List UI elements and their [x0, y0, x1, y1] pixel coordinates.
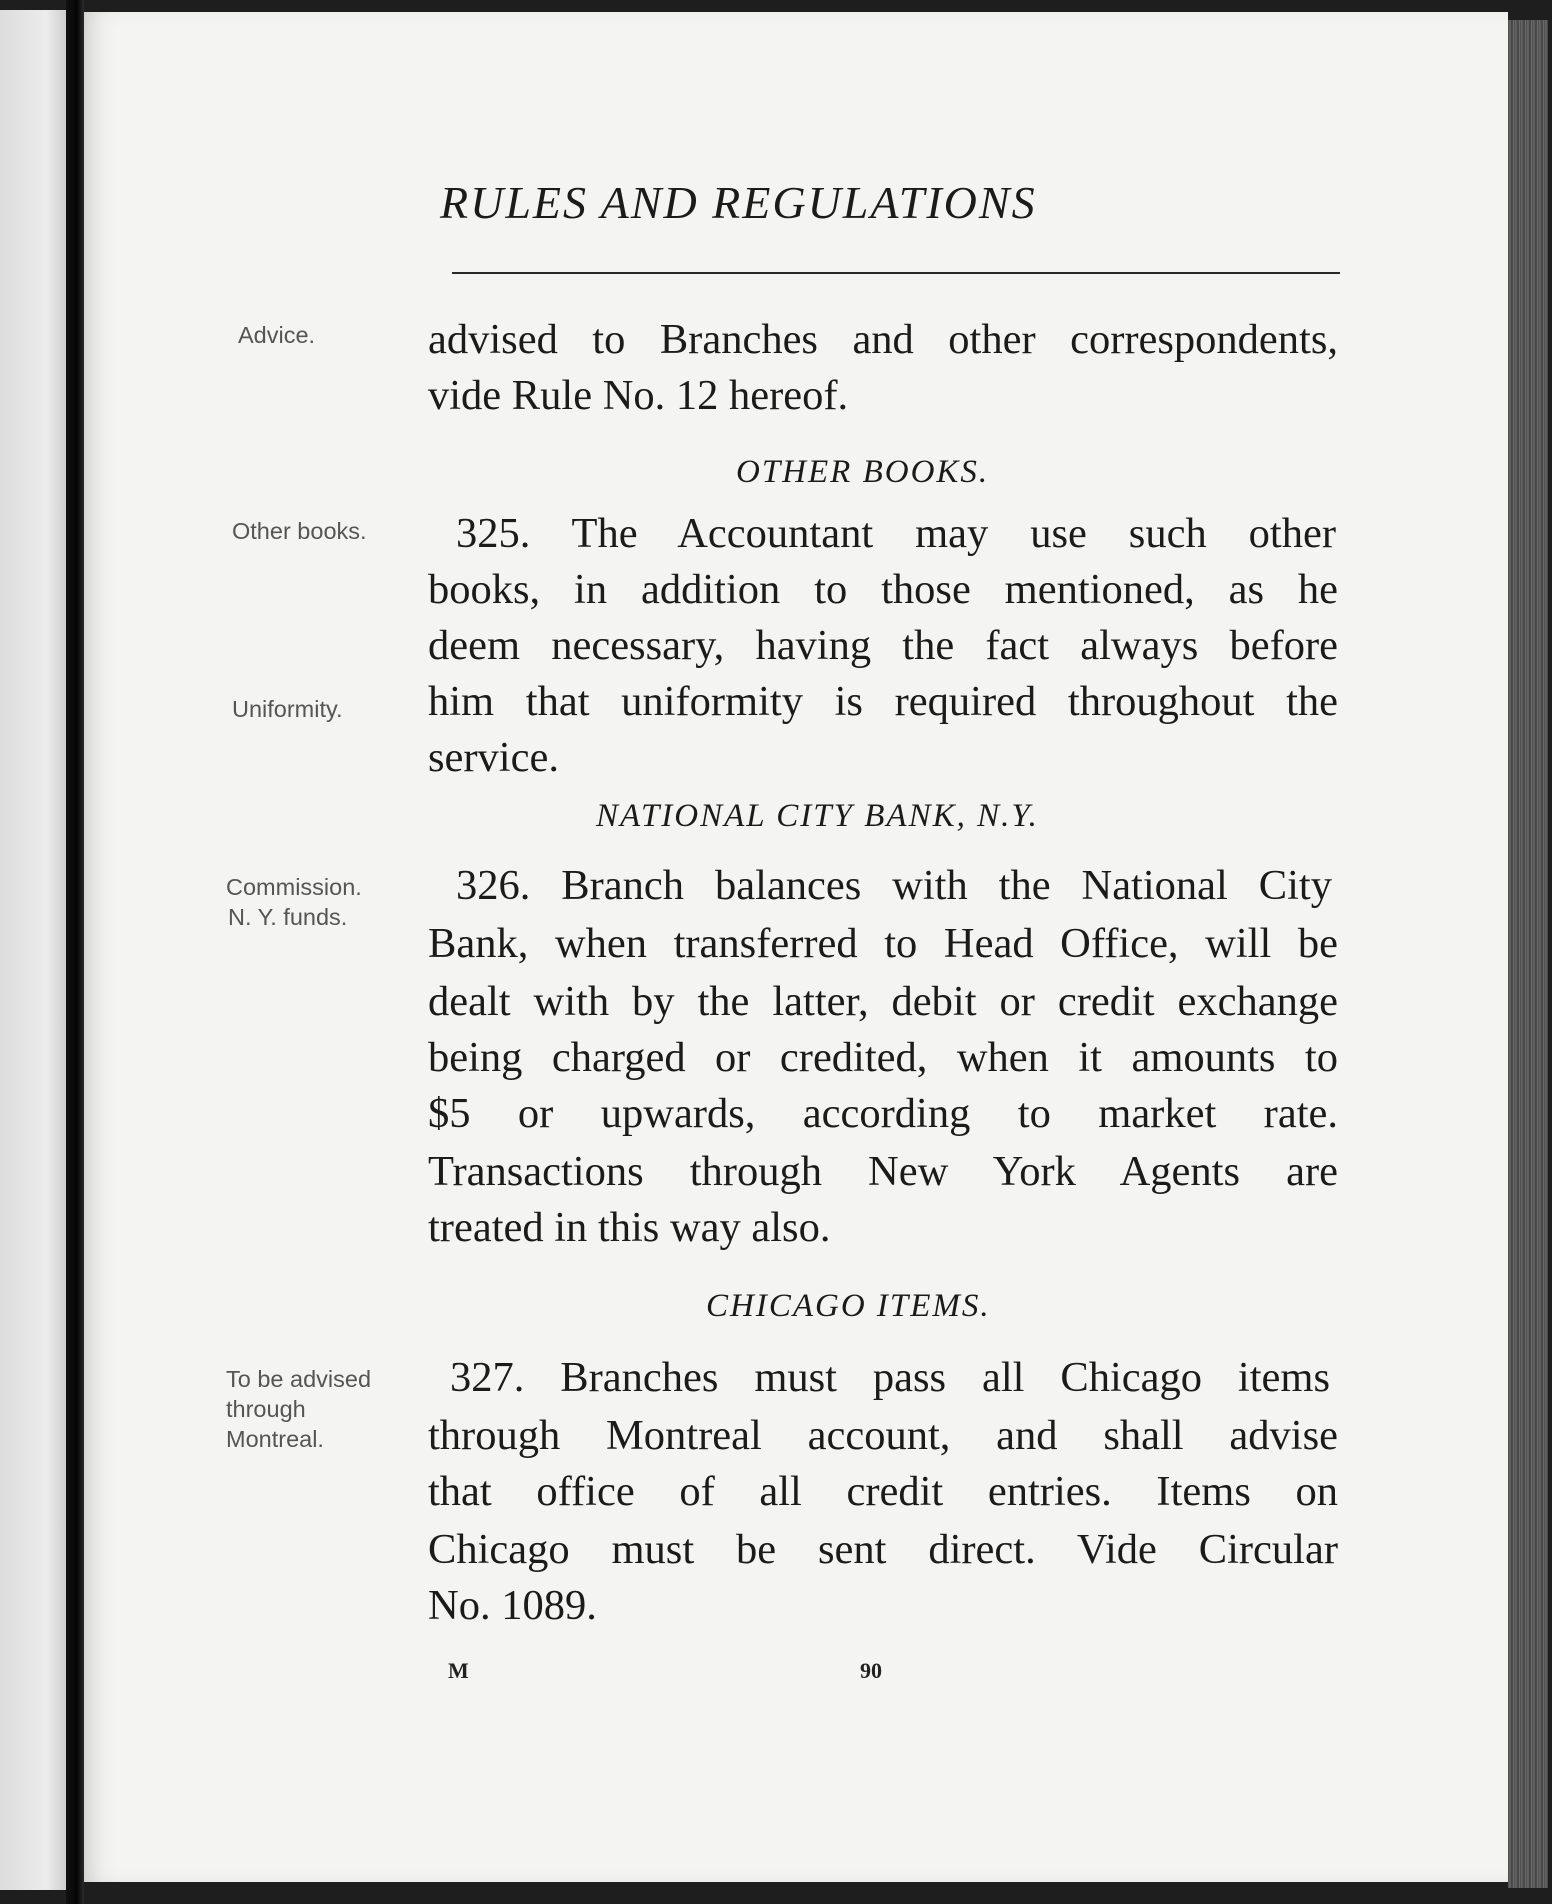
- sidenote-other-books: Other books.: [232, 518, 367, 544]
- body-line: vide Rule No. 12 hereof.: [428, 372, 849, 419]
- body-line: that office of all credit entries. Items on: [428, 1468, 1338, 1515]
- section-heading-national-city-bank: NATIONAL CITY BANK, N.Y.: [596, 798, 1039, 834]
- left-page-edge: [0, 10, 66, 1890]
- body-line: dealt with by the latter, debit or credit exchange: [428, 978, 1338, 1025]
- section-heading-chicago-items: CHICAGO ITEMS.: [706, 1288, 991, 1324]
- body-line: Bank, when transferred to Head Office, will be: [428, 920, 1338, 967]
- sidenote-montreal: Montreal.: [226, 1426, 324, 1452]
- section-heading-other-books: OTHER BOOKS.: [736, 454, 990, 490]
- page-stack-edge: [1508, 20, 1548, 1888]
- body-line: treated in this way also.: [428, 1204, 831, 1251]
- sidenote-advice: Advice.: [238, 322, 316, 348]
- running-head: RULES AND REGULATIONS: [440, 177, 1037, 228]
- page-number: 90: [860, 1658, 882, 1683]
- body-line: him that uniformity is required throughout the: [428, 678, 1338, 725]
- book-gutter: [66, 0, 84, 1904]
- signature-mark: M: [448, 1658, 469, 1683]
- body-line: No. 1089.: [428, 1582, 597, 1629]
- body-line: deem necessary, having the fact always before: [428, 622, 1338, 669]
- sidenote-to-be-advised: To be advised: [226, 1366, 372, 1392]
- body-line: being charged or credited, when it amounts to: [428, 1034, 1338, 1081]
- body-line: Transactions through New York Agents are: [428, 1148, 1338, 1195]
- body-line: 325. The Accountant may use such other: [456, 510, 1336, 557]
- body-line: Chicago must be sent direct. Vide Circular: [428, 1526, 1338, 1573]
- sidenote-uniformity: Uniformity.: [232, 696, 343, 722]
- sidenote-ny-funds: N. Y. funds.: [228, 904, 348, 930]
- header-rule: [452, 272, 1340, 274]
- body-line: service.: [428, 734, 559, 781]
- body-line: advised to Branches and other correspondents,: [428, 316, 1338, 363]
- body-line: books, in addition to those mentioned, as he: [428, 566, 1338, 613]
- sidenote-commission: Commission.: [226, 874, 362, 900]
- sidenote-through: through: [226, 1396, 306, 1422]
- body-line: $5 or upwards, according to market rate.: [428, 1090, 1338, 1137]
- body-line: through Montreal account, and shall advise: [428, 1412, 1338, 1459]
- body-line: 326. Branch balances with the National City: [456, 862, 1332, 909]
- body-line: 327. Branches must pass all Chicago items: [450, 1354, 1330, 1401]
